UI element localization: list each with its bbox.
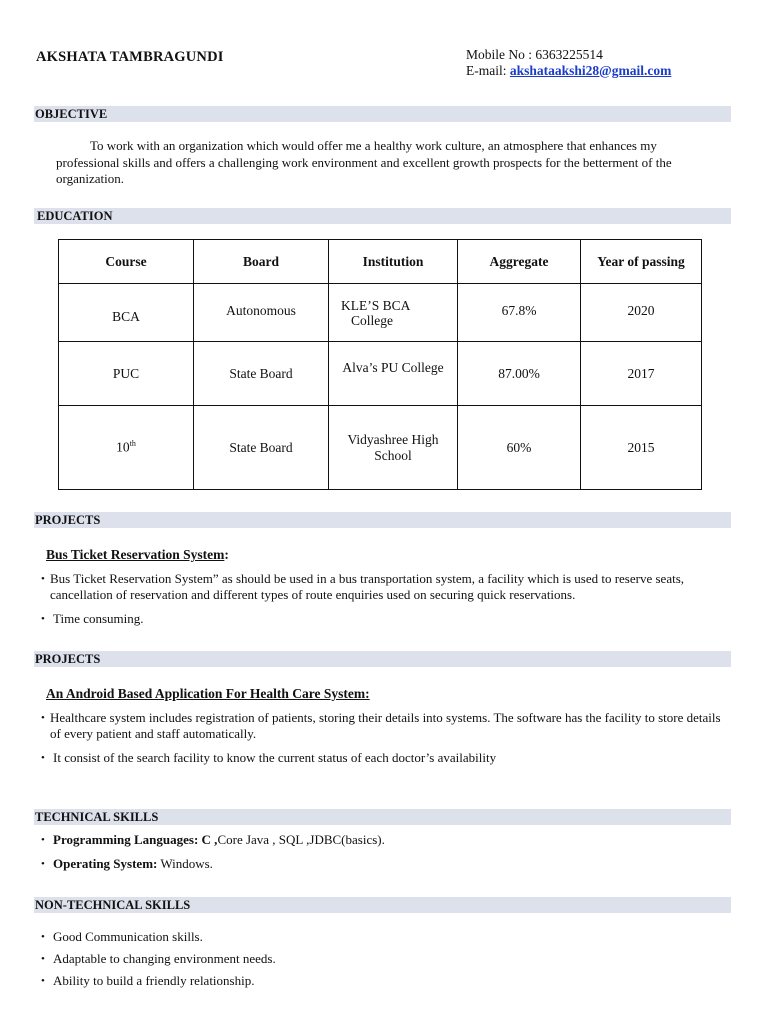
board-cell: State Board [194, 342, 329, 406]
technical-skills-heading: TECHNICAL SKILLS [34, 809, 731, 825]
list-item: • Ability to build a friendly relationship. [40, 973, 730, 989]
course-cell: 10th [59, 406, 194, 490]
project-title: An Android Based Application For Health Care System: [46, 686, 370, 701]
year-cell: 2020 [581, 284, 702, 342]
technical-skills-list [40, 832, 730, 872]
candidate-name: AKSHATA TAMBRAGUNDI [36, 49, 224, 65]
projects-heading: PROJECTS [34, 651, 731, 667]
objective-heading: OBJECTIVE [34, 106, 731, 122]
column-header: Year of passing [581, 240, 702, 284]
education-table [58, 239, 702, 490]
table-header-row [59, 240, 702, 284]
institution-cell: KLE’S BCA College [329, 284, 458, 342]
course-cell: PUC [59, 342, 194, 406]
email-label: E-mail: [466, 62, 510, 78]
non-technical-skills-list [40, 929, 730, 989]
non-technical-skills-heading: NON-TECHNICAL SKILLS [34, 897, 731, 913]
aggregate-cell: 67.8% [458, 284, 581, 342]
table-row [59, 342, 702, 406]
column-header: Course [59, 240, 194, 284]
institution-cell: Alva’s PU College [329, 342, 458, 406]
mobile-number: Mobile No : 6363225514 [466, 47, 603, 62]
list-item: • Adaptable to changing environment needs. [40, 951, 730, 967]
project-title: Bus Ticket Reservation System: [46, 547, 229, 562]
email-link[interactable]: akshataakshi28@gmail.com [509, 62, 672, 78]
list-item: • Programming Languages: C ,Core Java , SQL ,JDBC(basics). [40, 832, 730, 848]
table-row [59, 406, 702, 490]
project-bullets [40, 710, 730, 766]
list-item: • Time consuming. [40, 611, 730, 627]
projects-heading: PROJECTS [34, 512, 731, 528]
email-line [466, 63, 671, 79]
project-bullets [40, 571, 730, 627]
list-item: • Healthcare system includes registration of patients, storing their details into systems. The software has the facility to store details of every patient and staff automatically. [40, 710, 730, 742]
contact-block [466, 47, 671, 78]
objective-text: To work with an organization which would offer me a healthy work culture, an atmosphere that enhances my professional skills and offers a challenging work environment and excellent growth prospects for the betterment of the organization. [56, 138, 672, 186]
column-header: Board [194, 240, 329, 284]
list-item: • It consist of the search facility to know the current status of each doctor’s availability [40, 750, 730, 766]
list-item: • Good Communication skills. [40, 929, 730, 945]
course-cell: BCA [59, 284, 194, 342]
column-header: Institution [329, 240, 458, 284]
list-item: • Bus Ticket Reservation System” as should be used in a bus transportation system, a facility which is used to reserve seats, cancellation of reservation and different types of route enquiries used on securing quick reservations. [40, 571, 730, 603]
table-row [59, 284, 702, 342]
aggregate-cell: 87.00% [458, 342, 581, 406]
education-heading [34, 208, 731, 224]
education-heading-text: EDUCATION [37, 209, 113, 223]
list-item: • Operating System: Windows. [40, 856, 730, 872]
institution-cell: Vidyashree High School [329, 406, 458, 490]
column-header: Aggregate [458, 240, 581, 284]
aggregate-cell: 60% [458, 406, 581, 490]
board-cell: Autonomous [194, 284, 329, 342]
year-cell: 2015 [581, 406, 702, 490]
board-cell: State Board [194, 406, 329, 490]
year-cell: 2017 [581, 342, 702, 406]
